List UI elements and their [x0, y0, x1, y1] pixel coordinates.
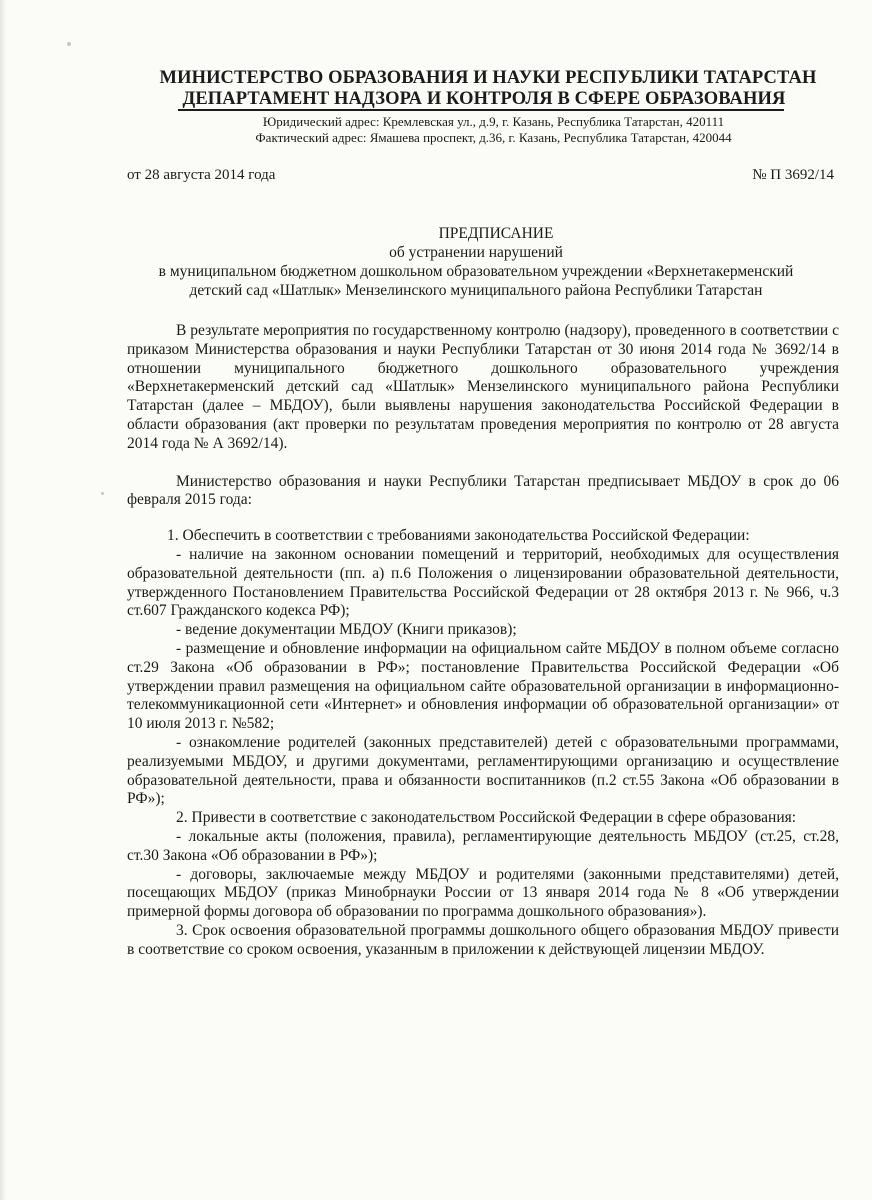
scan-speck	[67, 42, 71, 46]
department-name: ДЕПАРТАМЕНТ НАДЗОРА И КОНТРОЛЯ В СФЕРЕ ОБРАЗОВАНИЯ	[182, 89, 786, 109]
item-2-local-acts: - локальные акты (положения, правила), регламентирующие деятельность МБДОУ (ст.25, ст.28, ст.30 Закона «Об образовании в РФ»);	[127, 827, 839, 864]
document-body	[127, 322, 839, 960]
addresses	[0, 114, 872, 146]
letterhead-rule	[178, 109, 784, 111]
item-2-contracts: - договоры, заключаемые между МБДОУ и родителями (законными представителями) детей, посещающих МБДОУ (приказ Минобрнауки России от 13 января 2014 года № 8 «Об утверждении примерной формы договора об образовании по программа дошкольного образования»).	[127, 865, 839, 921]
title-line-3: детский сад «Шатлык» Мензелинского муниципального района Республики Татарстан	[189, 282, 763, 299]
item-3: 3. Срок освоения образовательной программы дошкольного общего образования МБДОУ привести в соответствие со сроком освоения, указанным в приложении к действующей лицензии МБДОУ.	[127, 921, 839, 958]
legal-address: Юридический адрес: Кремлевская ул., д.9, г. Казань, Республика Татарстан, 420111	[262, 114, 725, 129]
item-2-heading: 2. Привести в соответствие с законодательством Российской Федерации в сфере образования:	[176, 809, 797, 827]
title-main: ПРЕДПИСАНИЕ	[438, 225, 554, 242]
item-1-parents: - ознакомление родителей (законных представителей) детей с образовательными программами, реализуемыми МБДОУ, и другими документами, регламентирующими организацию и осуществление образовательной деятельности, права и обязанности воспитанников (п.2 ст.55 Закона «Об образовании в РФ»);	[127, 733, 839, 808]
actual-address: Фактический адрес: Ямашева проспект, д.36, г. Казань, Республика Татарстан, 420044	[255, 130, 732, 145]
ministry-name: МИНИСТЕРСТВО ОБРАЗОВАНИЯ И НАУКИ РЕСПУБЛИКИ ТАТАРСТАН	[159, 68, 817, 88]
date-number-line	[127, 167, 834, 184]
title-line-2: в муниципальном бюджетном дошкольном образовательном учреждении «Верхнетакерменский	[158, 263, 794, 280]
document-date: от 28 августа 2014 года	[127, 167, 276, 183]
document-title	[0, 224, 872, 300]
scan-speck	[101, 492, 104, 495]
document-number: № П 3692/14	[752, 167, 834, 183]
item-1-documentation: - ведение документации МБДОУ (Книги приказов);	[176, 621, 517, 639]
item-1-heading: 1. Обеспечить в соответствии с требованиями законодательства Российской Федерации:	[167, 527, 750, 545]
intro-paragraph: В результате мероприятия по государственному контролю (надзору), проведенного в соответствии с приказом Министерства образования и науки Республики Татарстан от 30 июня 2014 года № 3692/14 в отношении муниципального бюджетного дошкольного образовательного учреждения «Верхнетакерменский детский сад «Шатлык» Мензелинского муниципального района Республики Татарстан (далее – МБДОУ), были выявлены нарушения законодательства Российской Федерации в области образования (акт проверки по результатам проведения мероприятия по контролю от 28 августа 2014 года № А 3692/14).	[127, 322, 839, 452]
title-line-1: об устранении нарушений	[389, 244, 563, 261]
scan-edge-shadow	[0, 0, 6, 1200]
item-1-premises: - наличие на законном основании помещений и территорий, необходимых для осуществления образовательной деятельности (пп. а) п.6 Положения о лицензировании образовательной деятельности, утвержденного Постановлением Правительства Российской Федерации от 28 октября 2013 г. № 966, ч.3 ст.607 Гражданского кодекса РФ);	[127, 545, 839, 620]
item-1-website: - размещение и обновление информации на официальном сайте МБДОУ в полном объеме согласно ст.29 Закона «Об образовании в РФ»; постановление Правительства Российской Федерации «Об утверждении правил размещения на официальном сайте образовательной организации в информационно-телекоммуникационной сети «Интернет» и обновления информации об образовательной организации» от 10 июля 2013 г. №582;	[127, 639, 839, 733]
letterhead	[0, 68, 872, 110]
prescription-paragraph: Министерство образования и науки Республики Татарстан предписывает МБДОУ в срок до 06 февраля 2015 года:	[127, 472, 839, 509]
